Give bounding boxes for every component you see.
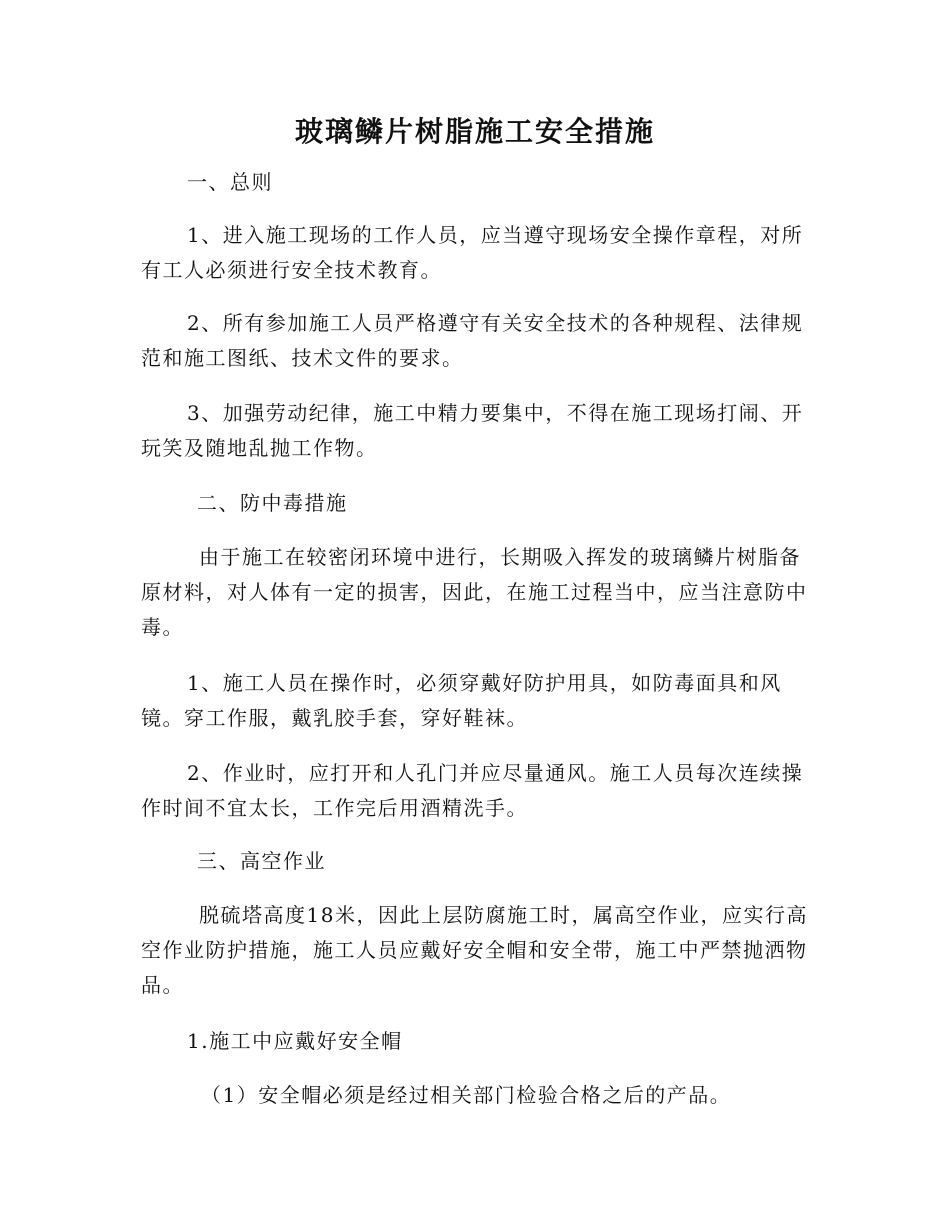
section-heading-anti-poisoning: 二、防中毒措施 bbox=[197, 491, 348, 515]
paragraph-helmet-item-1: （1）安全帽必须是经过相关部门检验合格之后的产品。 bbox=[201, 1083, 732, 1107]
paragraph-anti-poisoning-intro: 由于施工在较密闭环境中进行，长期吸入挥发的玻璃鳞片树脂备原材料，对人体有一定的损害，因此，在施工过程当中，应当注意防中毒。 bbox=[141, 545, 808, 639]
paragraph-high-altitude-intro: 脱硫塔高度18米，因此上层防腐施工时，属高空作业，应实行高空作业防护措施，施工人员应戴好安全帽和安全带，施工中严禁抛洒物品。 bbox=[141, 903, 808, 997]
paragraph-anti-poisoning-item-2: 2、作业时，应打开和人孔门并应尽量通风。施工人员每次连续操作时间不宜太长，工作完后用酒精洗手。 bbox=[141, 761, 804, 820]
sub-heading-safety-helmet: 1.施工中应戴好安全帽 bbox=[187, 1029, 403, 1053]
section-heading-high-altitude: 三、高空作业 bbox=[197, 849, 326, 873]
section-heading-general: 一、总则 bbox=[187, 170, 273, 194]
paragraph-general-item-3: 3、加强劳动纪律，施工中精力要集中，不得在施工现场打闹、开玩笑及随地乱抛工作物。 bbox=[141, 401, 804, 460]
paragraph-general-item-1: 1、进入施工现场的工作人员，应当遵守现场安全操作章程，对所有工人必须进行安全技术教育。 bbox=[141, 223, 804, 282]
paragraph-general-item-2: 2、所有参加施工人员严格遵守有关安全技术的各种规程、法律规范和施工图纸、技术文件的要求。 bbox=[141, 311, 804, 370]
paragraph-anti-poisoning-item-1: 1、施工人员在操作时，必须穿戴好防护用具，如防毒面具和风镜。穿工作服，戴乳胶手套，穿好鞋袜。 bbox=[141, 671, 782, 730]
document-title: 玻璃鳞片树脂施工安全措施 bbox=[294, 115, 655, 148]
